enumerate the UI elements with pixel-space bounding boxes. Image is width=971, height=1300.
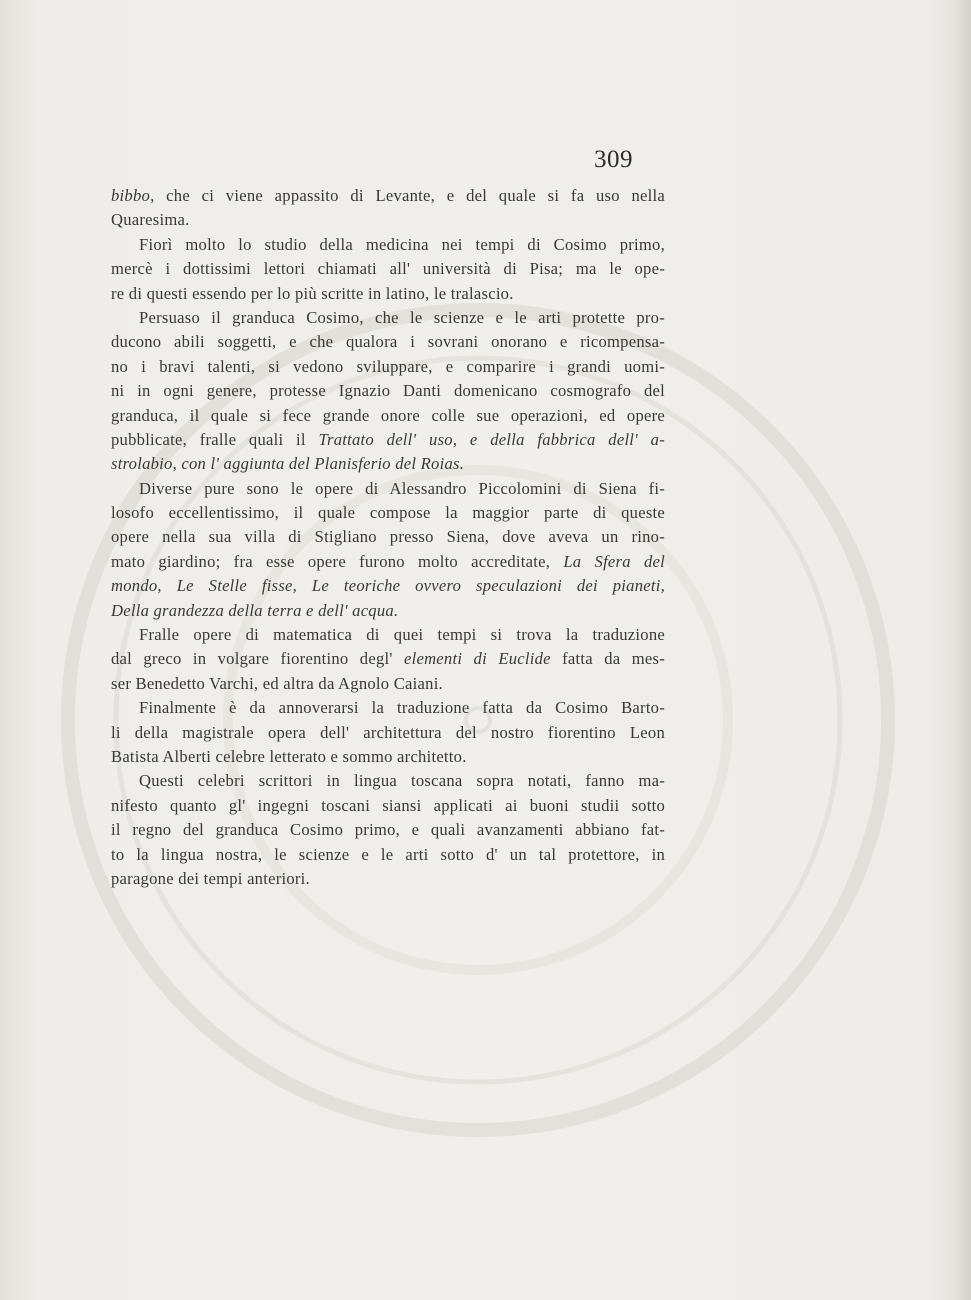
page-edge-shadow (953, 0, 971, 1300)
text-segment: ni in ogni genere, protesse Ignazio Danti domenicano cosmografo del (111, 381, 665, 401)
text-segment: , che ci viene appassito di Levante, e del quale si fa uso nella (150, 186, 665, 205)
text-line (111, 477, 665, 501)
text-segment: nifesto quanto gl' ingegni toscani siansi applicati ai buoni studii sotto (111, 795, 665, 815)
text-segment: il regno del granduca Cosimo primo, e quali avanzamenti abbiano fat- (111, 820, 665, 840)
paragraph (111, 233, 665, 306)
paragraph (111, 477, 665, 623)
text-line (111, 794, 665, 818)
paragraph (111, 184, 665, 233)
text-segment: Batista Alberti celebre letterato e sommo architetto. (111, 746, 467, 766)
text-segment: re di questi essendo per lo più scritte in latino, le tralascio. (111, 283, 514, 303)
text-segment: no i bravi talenti, si vedono sviluppare, e comparire i grandi uomi- (111, 356, 665, 376)
text-line (111, 623, 665, 647)
text-line (111, 843, 665, 867)
italic-text-segment: mondo, Le Stelle fisse, Le teoriche ovvero speculazioni dei pianeti, (111, 576, 665, 596)
text-line (111, 355, 665, 379)
text-segment: li della magistrale opera dell' architettura del nostro fiorentino Leon (111, 722, 665, 742)
text-segment: Questi celebri scrittori in lingua toscana sopra notati, fanno ma- (139, 771, 665, 791)
text-segment: pubblicate, fralle quali il (111, 429, 319, 449)
text-segment: Fiorì molto lo studio della medicina nei tempi di Cosimo primo, (139, 234, 665, 254)
text-line (111, 184, 665, 208)
text-line (111, 550, 665, 574)
text-line (111, 282, 665, 306)
text-segment: paragone dei tempi anteriori. (111, 868, 310, 888)
text-line (111, 379, 665, 403)
text-segment: Persuaso il granduca Cosimo, che le scienze e le arti protette pro- (139, 307, 665, 327)
italic-text-segment: Trattato dell' uso, e della fabbrica dell' a- (318, 429, 665, 449)
text-line (111, 574, 665, 598)
text-line (111, 452, 665, 476)
text-line (111, 745, 665, 769)
text-line (111, 525, 665, 549)
text-line (111, 233, 665, 257)
text-segment: ser Benedetto Varchi, ed altra da Agnolo Caiani. (111, 673, 443, 693)
text-segment: to la lingua nostra, le scienze e le arti sotto d' un tal protettore, in (111, 844, 665, 864)
italic-text-segment: Della grandezza della terra e dell' acqua. (111, 600, 399, 620)
text-segment: Finalmente è da annoverarsi la traduzione fatta da Cosimo Barto- (139, 698, 665, 718)
paragraph (111, 623, 665, 696)
text-segment: mato giardino; fra esse opere furono molto accreditate, (111, 551, 564, 571)
text-line (111, 306, 665, 330)
text-line (111, 769, 665, 793)
text-line (111, 330, 665, 354)
italic-text-segment: La Sfera del (563, 551, 665, 571)
text-line (111, 867, 665, 891)
text-segment: ducono abili soggetti, e che qualora i sovrani onorano e ricompensa- (111, 332, 665, 352)
text-line (111, 647, 665, 671)
text-segment: Diverse pure sono le opere di Alessandro Piccolomini di Siena fi- (139, 478, 665, 498)
text-line (111, 672, 665, 696)
text-segment: dal greco in volgare fiorentino degl' (111, 649, 404, 669)
paragraph (111, 306, 665, 477)
text-segment: Fralle opere di matematica di quei tempi si trova la traduzione (139, 625, 665, 645)
text-line (111, 501, 665, 525)
paragraph (111, 696, 665, 769)
text-line (111, 404, 665, 428)
text-segment: losofo eccellentissimo, il quale compose la maggior parte di queste (111, 503, 665, 523)
text-segment: mercè i dottissimi lettori chiamati all' università di Pisa; ma le ope- (111, 259, 665, 279)
text-segment: fatta da mes- (550, 649, 666, 669)
text-segment: Quaresima. (111, 210, 190, 230)
text-line (111, 208, 665, 232)
text-segment: opere nella sua villa di Stigliano presso Siena, dove aveva un rino- (111, 527, 665, 547)
text-line (111, 257, 665, 281)
page-number: 309 (594, 146, 633, 173)
paragraph (111, 769, 665, 891)
italic-text-segment: bibbo (111, 186, 151, 205)
italic-text-segment: strolabio, con l' aggiunta del Planisferio del Roias. (111, 454, 465, 474)
text-line (111, 696, 665, 720)
text-line (111, 818, 665, 842)
text-segment: granduca, il quale si fece grande onore colle sue operazioni, ed opere (111, 405, 665, 425)
text-line (111, 428, 665, 452)
body-text (111, 184, 665, 891)
text-line (111, 599, 665, 623)
italic-text-segment: elementi di Euclide (403, 649, 551, 669)
text-line (111, 721, 665, 745)
